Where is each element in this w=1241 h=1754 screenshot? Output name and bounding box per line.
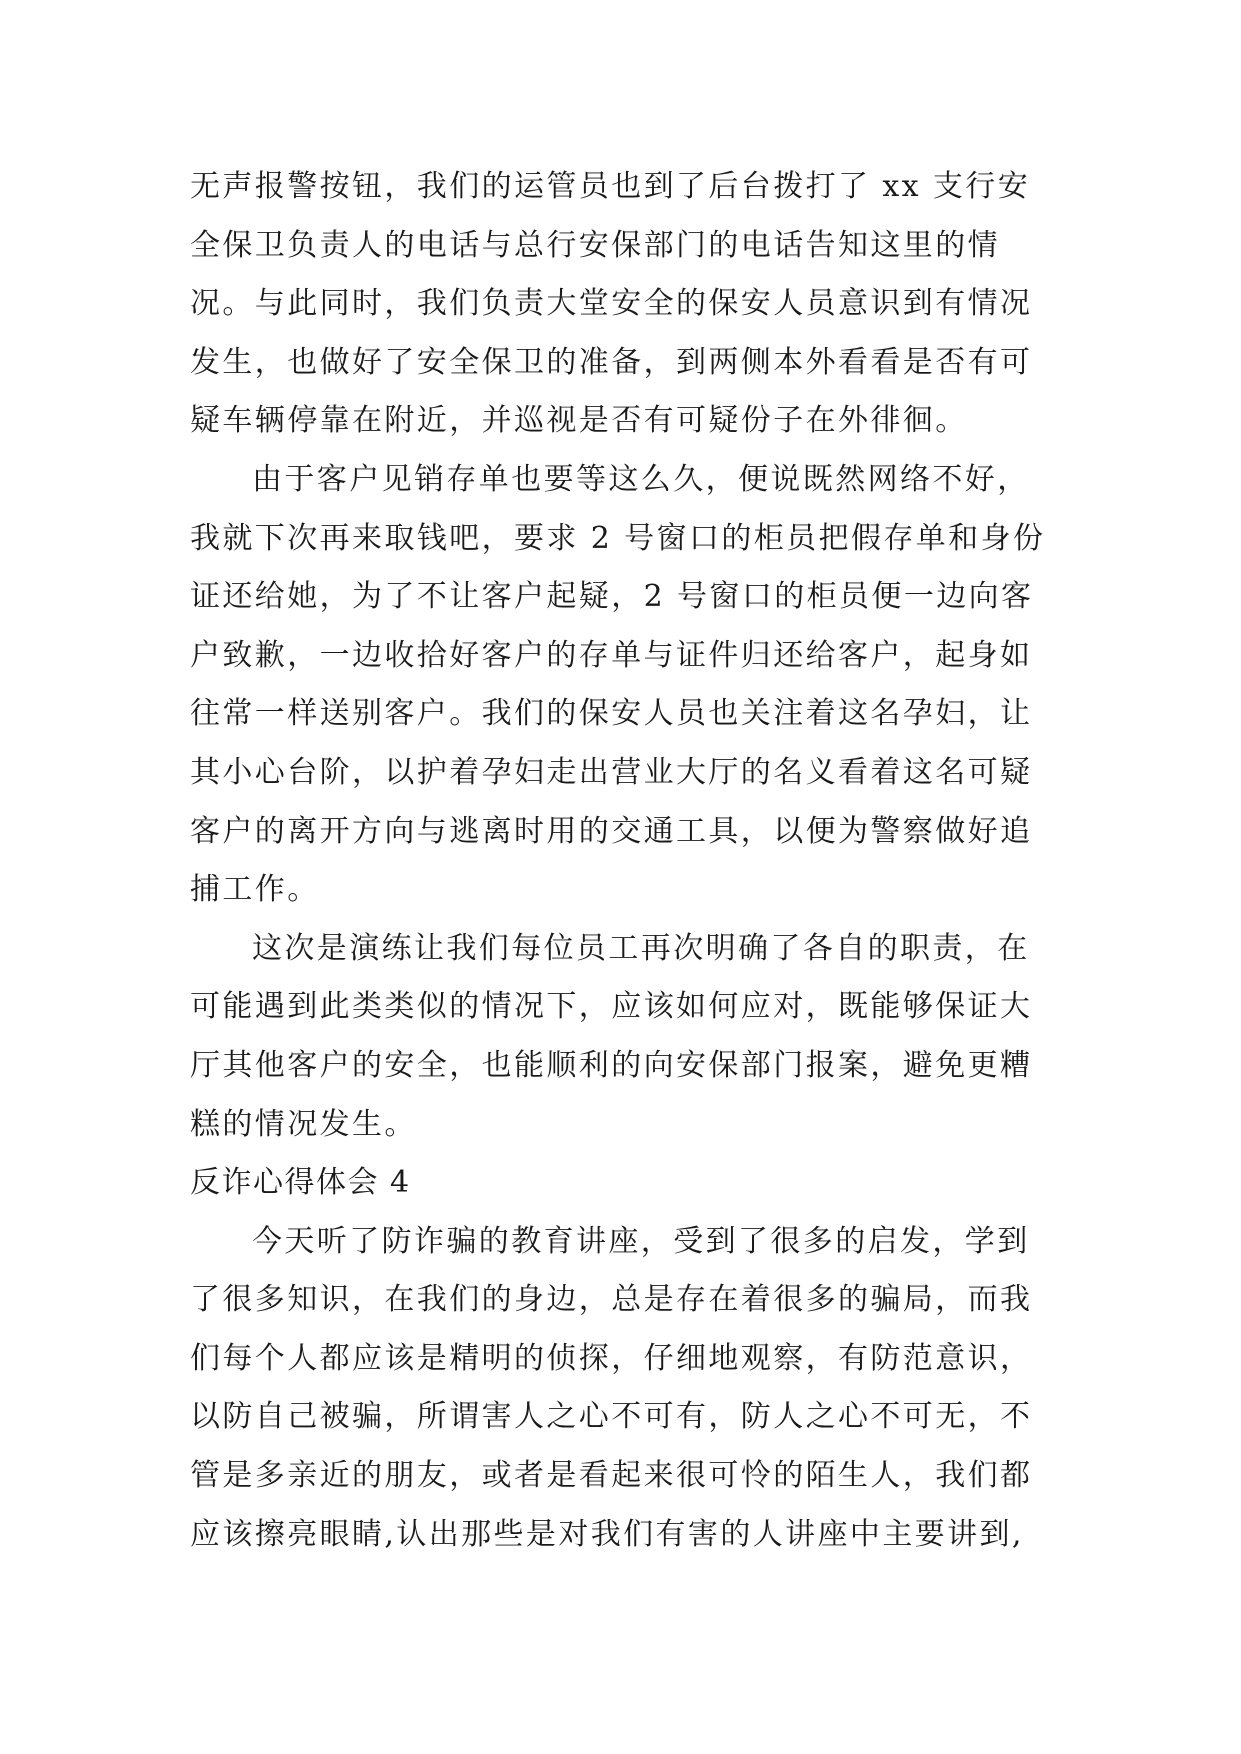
text-line: 了很多知识，在我们的身边，总是存在着很多的骗局，而我 (190, 1282, 1033, 1318)
text-line: 全保卫负责人的电话与总行安保部门的电话告知这里的情 (190, 227, 1000, 263)
paragraph (190, 158, 1050, 451)
text-line: 户致歉，一边收拾好客户的存单与证件归还给客户，起身如 (190, 637, 1033, 673)
text-line: 糕的情况发生。 (190, 1106, 417, 1142)
text-line: 我就下次再来取钱吧，要求 2 号窗口的柜员把假存单和身份 (190, 520, 1046, 556)
paragraph (190, 1213, 1050, 1565)
text-line: 捕工作。 (190, 872, 320, 908)
paragraph (190, 920, 1050, 1154)
text-line: 无声报警按钮，我们的运管员也到了后台拨打了 xx 支行安 (190, 169, 1031, 204)
text-line: 厅其他客户的安全，也能顺利的向安保部门报案，避免更糟 (190, 1047, 1033, 1083)
text-line: 由于客户见销存单也要等这么久，便说既然网络不好， (252, 461, 1030, 497)
heading-text: 反诈心得体会 4 (190, 1165, 411, 1201)
text-line: 应该擦亮眼睛,认出那些是对我们有害的人讲座中主要讲到, (190, 1516, 1024, 1552)
text-line: 今天听了防诈骗的教育讲座，受到了很多的启发，学到 (252, 1223, 1030, 1259)
text-line: 管是多亲近的朋友，或者是看起来很可怜的陌生人，我们都 (190, 1458, 1033, 1494)
text-line: 可能遇到此类类似的情况下，应该如何应对，既能够保证大 (190, 989, 1033, 1025)
text-line: 发生，也做好了安全保卫的准备，到两侧本外看看是否有可 (190, 344, 1033, 380)
text-line: 其小心台阶，以护着孕妇走出营业大厅的名义看着这名可疑 (190, 754, 1033, 790)
text-line: 况。与此同时，我们负责大堂安全的保安人员意识到有情况 (190, 286, 1033, 322)
section-heading (190, 1154, 1050, 1213)
text-line: 往常一样送别客户。我们的保安人员也关注着这名孕妇，让 (190, 696, 1033, 732)
text-line: 证还给她，为了不让客户起疑，2 号窗口的柜员便一边向客 (190, 579, 1034, 615)
text-line: 以防自己被骗，所谓害人之心不可有，防人之心不可无，不 (190, 1399, 1033, 1435)
text-line: 疑车辆停靠在附近，并巡视是否有可疑份子在外徘徊。 (190, 403, 968, 439)
paragraph (190, 451, 1050, 920)
text-line: 这次是演练让我们每位员工再次明确了各自的职责，在 (252, 930, 1030, 966)
text-line: 客户的离开方向与逃离时用的交通工具，以便为警察做好追 (190, 813, 1033, 849)
document-body (190, 158, 1050, 1564)
text-line: 们每个人都应该是精明的侦探，仔细地观察，有防范意识， (190, 1340, 1033, 1376)
